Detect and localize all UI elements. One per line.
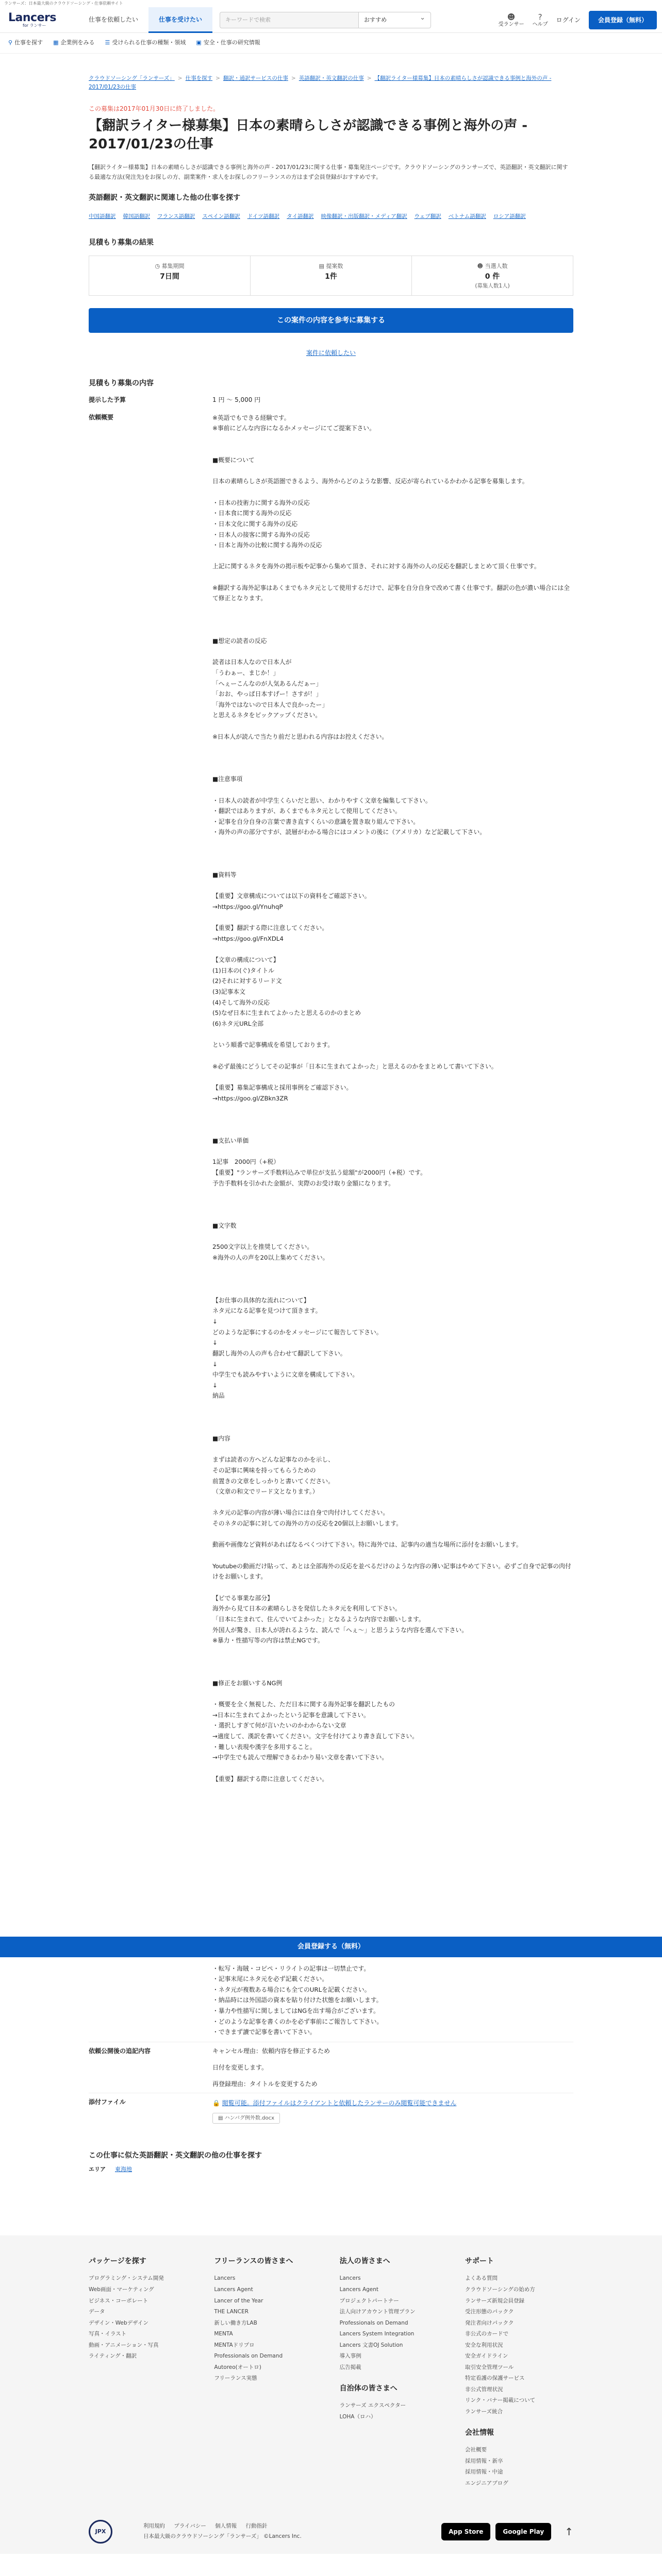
legal-link[interactable]: 利用規約 [143,2523,165,2530]
list-icon: ☰ [105,39,110,46]
lead-text: 【翻訳ライター様募集】日本の素晴らしさが認識できる事例と海外の声 - 2017/01/23に関する仕事・募集発注ページです。クラウドソーシングのランサーズで、英語翻訳・英文翻訳に関する最適な方法(発注先)をお探しの方、副業案件・求人をお探しのフリーランスの方はまず会員登録がおすすめです。 [89,164,568,181]
header-right [499,11,657,29]
related-heading: 英語翻訳・英文翻訳に関連した他の仕事を探す [89,193,240,202]
footer-link[interactable]: プロジェクトパートナー [339,2297,399,2304]
related-link[interactable]: 映像翻訳・出版翻訳・メディア翻訳 [321,213,407,219]
stat-value: 0 件 [485,273,500,281]
tab-receive-work[interactable]: 仕事を受けたい [148,7,212,33]
breadcrumb [89,74,573,92]
footer-link[interactable]: MENTAドリプロ [214,2342,255,2348]
stat-proposals [251,256,412,295]
area-link[interactable]: 東海地 [115,2165,132,2173]
footer-link[interactable]: Autoreo(オートロ) [214,2364,261,2370]
site-footer [0,2235,662,2554]
footer-link[interactable]: Lancers [339,2275,361,2282]
footer-link[interactable]: 採用情報・中途 [465,2469,503,2476]
attachment-file-name: ハンバグ例外数.docx [224,2115,275,2121]
table-row [89,2042,573,2093]
table-row [89,409,573,1937]
footer-col-title: サポート [465,2257,494,2266]
footer-col-title: パッケージを探す [89,2257,146,2266]
table-row [89,391,573,409]
overview-text-cont: ・転写・海賊・コピペ・リライトの記事は一切禁止です。 ・記事末尾にネタ元を必ず記載ください。 ・ネタ元が複数ある場合にも全てのURLを記載ください。 ・納品時には外国語の資本を貼り付けた状態をお願いします。 ・暴力や性描写に関しましてはNGを出す場合がございます。 ・どのような記事を書くのかを必ず事前にご報告して下さい。 ・できまず讀で記事を書いて下さい。 [212,1964,383,2036]
overview-box [212,413,573,1933]
budget-value: 1 円 ～ 5,000 円 [212,396,261,403]
breadcrumb-separator: > [367,75,372,81]
site-header [0,7,662,33]
help-label: ヘルプ [532,21,548,27]
apply-reference-button[interactable]: この案件の内容を参考に募集する [89,308,573,333]
detail-table [89,391,573,1937]
footer-link[interactable]: 広告掲載 [339,2364,361,2370]
login-link[interactable]: ログイン [556,16,581,24]
footer-link[interactable]: 動画・アニメーション・写真 [89,2342,159,2348]
search-sort-select[interactable]: おすすめ ⌄ [359,12,431,28]
stat-title: 当選人数 [485,262,508,269]
detail-heading: 見積もり募集の内容 [89,379,154,387]
footer-col-title: フリーランスの皆さまへ [214,2257,293,2266]
footer-link[interactable]: ランサーズ統合 [465,2408,503,2415]
top-note: ランサーズ：日本最大級のクラウドソーシング・仕事依頼サイト [4,1,123,6]
logo-sub: for ランサー [23,23,46,28]
footer-link[interactable]: ランサーズ エクスペクター [339,2402,406,2409]
subnav-company-cases[interactable] [53,39,94,47]
stat-duration [89,256,251,295]
footer-link[interactable]: Lancers Agent [339,2286,379,2293]
footer-bottom [89,2520,573,2544]
related-links [89,213,573,221]
addendum-label: 依頼公開後の追記内容 [89,2047,151,2055]
subnav-company-cases-label: 企業例をみる [60,39,95,46]
breadcrumb-item[interactable]: 仕事を探す [185,75,213,81]
footer-link[interactable]: ビジネス・コーポレート [89,2297,148,2304]
subnav-find-work-label: 仕事を探す [14,39,43,46]
app-store-badge[interactable]: App Store [441,2523,490,2540]
subnav-find-work[interactable] [8,39,43,47]
footer-link[interactable]: 法人向けアカウント管理プラン [339,2309,416,2315]
stat-sub: (募集人数1人) [475,283,510,289]
related-link[interactable]: ドイツ語翻訳 [247,213,280,219]
legal-link[interactable]: 行動指針 [245,2523,268,2530]
lancer-menu-label: 受ランサー [498,21,524,27]
footer-link[interactable]: プログラミング・システム開発 [89,2275,164,2282]
related-link[interactable]: タイ語翻訳 [287,213,314,219]
table-row [89,1959,573,2042]
person-icon: ☻ [507,12,516,22]
lancers-logo[interactable] [8,12,70,28]
footer-link[interactable]: よくある質問 [465,2275,498,2282]
attachment-file[interactable] [212,2113,280,2124]
footer-link[interactable]: Lancers System Integration [339,2331,415,2337]
footer-link[interactable]: 採用情報・新卒 [465,2458,503,2464]
page-title: 【翻訳ライター様募集】日本の素晴らしさが認識できる事例と海外の声 - 2017/01/23の仕事 [89,117,528,152]
footer-link[interactable]: エンジニアブログ [465,2480,508,2486]
footer-link[interactable]: Professionals on Demand [214,2353,283,2360]
addendum-line: キャンセル理由：依頼内容を修正するため [212,2047,330,2055]
related-link[interactable]: ベトナム語翻訳 [448,213,486,219]
footer-link[interactable]: リンク・バナー掲載について [465,2397,536,2404]
stat-value: 7日間 [160,273,179,281]
breadcrumb-item[interactable]: クラウドソーシング「ランサーズ」 [89,75,175,81]
results-stats [89,256,573,296]
footer-link[interactable]: Lancer of the Year [214,2297,263,2304]
footer-col-title: 法人の皆さまへ [339,2257,390,2266]
detail-table-cont [89,1959,573,2128]
footer-link[interactable]: ライティング・翻訳 [89,2353,137,2360]
area-filter [89,2165,573,2174]
addendum-line: 再登録理由：タイトルを変更するため [212,2080,318,2088]
stat-title: 提案数 [326,262,343,269]
closed-notice: この募集は2017年01月30日に終了しました。 [89,105,220,112]
lancer-menu[interactable] [499,12,524,28]
footer-link[interactable]: ランサーズ新規会員登録 [465,2297,524,2304]
header-search [220,12,431,28]
document-icon: ▤ [319,262,326,269]
footer-link[interactable]: Lancers 文書OJ Solution [339,2342,403,2348]
table-row [89,2093,573,2128]
app-stores [441,2523,573,2540]
search-input[interactable]: キーワードで検索 [220,12,359,28]
breadcrumb-separator: > [291,75,296,81]
footer-link[interactable]: 発注者向けパックク [465,2319,514,2326]
attachment-note[interactable]: 閲覧可能。添付ファイルはクライアントと依頼したランサーのみ閲覧可能できません [222,2099,457,2107]
footer-col-freelancers [214,2256,322,2489]
breadcrumb-separator: > [177,75,183,81]
footer-col-title: 自治体の皆さまへ [339,2384,398,2393]
logo-text: Lancers [8,11,56,24]
breadcrumb-item-current[interactable]: 【翻訳ライター様募集】日本の素晴らしさが認識できる事例と海外の声 - 2017/01/23の仕事 [89,75,552,90]
related-link[interactable]: 中国語翻訳 [89,213,116,219]
book-icon: ▣ [196,39,202,46]
footer-link[interactable]: フリーランス実態 [214,2375,257,2382]
subnav-safety-info-label: 安全・仕事の研究情報 [203,39,260,46]
attachment-label: 添付ファイル [89,2098,126,2106]
footer-link[interactable]: 写真・イラスト [89,2331,127,2337]
breadcrumb-item[interactable]: 翻訳・通訳サービスの仕事 [223,75,288,81]
footer-link[interactable]: Professionals on Demand [339,2319,408,2326]
footer-col-business [340,2256,448,2489]
footer-link[interactable]: LOHA（ロハ） [339,2413,376,2420]
stat-title: 募集期間 [161,262,185,269]
stat-value: 1件 [325,273,337,281]
footer-link[interactable]: Web画面・マーケティング [89,2286,154,2293]
footer-link[interactable]: 安全ガイドライン [465,2353,508,2360]
footer-link[interactable]: 取引安全管理ツール [465,2364,514,2370]
stat-winners [412,256,573,295]
help-icon: ? [538,12,542,22]
footer-link[interactable]: デザイン・Webデザイン [89,2319,148,2326]
footer-link[interactable]: 会社概要 [465,2447,487,2453]
footer-link[interactable]: THE LANCER [214,2309,249,2315]
others-heading: この仕事に似た英語翻訳・英文翻訳の他の仕事を探す [89,2151,262,2160]
footer-link[interactable]: Lancers [214,2275,236,2282]
footer-link[interactable]: 特定看護の保護サービス [465,2375,525,2382]
clock-icon: ◷ [155,262,162,269]
breadcrumb-separator: > [216,75,220,81]
footer-link[interactable]: 安全な利用状況 [465,2342,503,2348]
legal-link[interactable]: プライバシー [174,2523,206,2530]
footer-legal [143,2521,302,2542]
subnav-work-types-label: 受けられる仕事の種類・領域 [112,39,186,46]
footer-col-support [465,2256,573,2489]
footer-link[interactable]: Lancers Agent [214,2286,253,2293]
footer-columns [89,2256,573,2489]
copyright: 日本最大級のクラウドソーシング「ランサーズ」 ©Lancers Inc. [143,2533,302,2540]
footer-link[interactable]: 非公式のカードで [465,2331,508,2337]
related-link[interactable]: フランス語翻訳 [157,213,195,219]
subnav-safety-info[interactable] [196,39,260,47]
search-icon: ⚲ [8,39,13,46]
legal-link[interactable]: 個人情報 [215,2523,237,2530]
jpx-seal: JPX [89,2520,112,2544]
subnav-work-types[interactable] [105,39,186,47]
area-label: エリア [89,2165,106,2173]
google-play-badge[interactable]: Google Play [495,2523,551,2540]
footer-link[interactable]: 新しい働き方LAB [214,2319,257,2326]
footer-link[interactable]: MENTA [214,2331,233,2337]
back-to-top-icon[interactable]: ↑ [565,2526,573,2538]
budget-label: 提示した予算 [89,396,126,403]
building-icon: ▦ [53,39,59,46]
related-link[interactable]: スペイン語翻訳 [202,213,240,219]
people-icon: ☻ [477,262,485,269]
help-menu[interactable] [533,12,548,28]
tab-order-work[interactable]: 仕事を依頼したい [89,15,139,23]
footer-link[interactable]: データ [89,2309,105,2315]
footer-col-packages [89,2256,197,2489]
related-link[interactable]: 韓国語翻訳 [123,213,150,219]
results-heading: 見積もり募集の結果 [89,238,154,247]
main-content [89,74,573,2174]
related-link[interactable]: ロシア語翻訳 [493,213,526,219]
request-work-link[interactable]: 案件に依頼したい [306,349,356,357]
footer-link[interactable]: 導入事例 [339,2353,361,2360]
breadcrumb-item[interactable]: 英語翻訳・英文翻訳の仕事 [299,75,364,81]
file-icon: ▤ [218,2115,225,2121]
lock-icon: 🔒 [212,2099,222,2107]
footer-link[interactable]: 非公式管理状況 [465,2386,503,2393]
footer-link[interactable]: 受注形態のパックク [465,2309,514,2315]
overview-label: 依頼概要 [89,413,114,421]
addendum-line: 日付を変更します。 [212,2063,268,2071]
footer-link[interactable]: クラウドソーシングの始め方 [465,2286,535,2293]
signup-button[interactable]: 会員登録（無料） [589,11,657,29]
header-tabs [78,7,212,33]
signup-sticky-bar[interactable]: 会員登録する（無料） [0,1937,662,1957]
overview-text: ※英語でもできる経験です。 ※事前にどんな内容になるかメッセージにてご提案下さい。 ■概要について 日本の素晴らしさが英語圏できるよう、海外からどのような影響、反応が寄られているかわかる記事を募集します。 ・日本の技術力に関する海外の反応 ・日本食に関する海外の反応 ・日本文化に関する海外の反応 ・日本人の接客に関する海外の反応 ・日本と海外の比較に関する海外の反応 上記に関するネタを海外の掲示板や記事から集めて頂き、それに対する海外の人の反応を翻訳しまとめて頂く仕事です。 ※翻訳する海外記事はあくまでもネタ元として使用するだけで、記事を自分自身で改めて書く仕事です。翻訳の色が濃い場合には全て修正となります。 ■想定の読者の反応 読者は日本人なので日本人が 「うわぁー、まじか！」 「へぇーこんなのが人気あるんだぁー」 「おお、やっぱ日本すげー！さすが！」 「海外ではないので日本人で良かったー」 と思えるネタをピックアップください。 ※日本人が読んで当たり前だと思われる内容はお控えください。 ■注意事項 ・日本人の読者が中学生くらいだと思い、わかりやすく文章を編集して下さい。 ・翻訳ではありますが、あくまでもネタ元として使用してください。 ・記事を自分自身の言葉で書き直すくらいの意識を置き取り組んで下さい。 ・海外の声の部分ですが、読層がわかる場合にはコメントの後に（アメリカ）など記載して下さい。 ■資料等 【重要】文章構成については以下の資料をご確認下さい。 →https://goo.gl/YnuhqP 【重要】翻訳する際に注意してください。 →https://goo.gl/FnXDL4 【文章の構成について】 (1)日本の(ぐ)タイトル (2)それに対するリード文 (3)記事本文 (4)そして海外の反応 (5)なぜ日本に生まれてよかったと思えるのかのまとめ (6)ネタ元URL全部 という順番で記事構成を希望しております。 ※必ず最後にどうしてその記事が「日本に生まれてよかった」と思えるのかをまとめして書いて下さい。 【重要】募集記事構成と採用事例をご確認下さい。 →https://goo.gl/ZBkn3ZR ■支払い単価 1記事 2000円（+税） 【重要】"ランサーズ手数料込みで単位が支払う総額"が2000円（+税）です。 予告手数料を引かれた金額が、実際のお受け取り金額になります。 ■文字数 2500文字以上を推奨してください。 ※海外の人の声を20以上集めてください。 【お仕事の具体的な流れについて】 ネタ元になる記事を見つけて頂きます。 ↓ どのような記事にするのかをメッセージにて報告して下さい。 ↓ 翻訳し海外の人の声も合わせて翻訳して下さい。 ↓ 中学生でも読みやすいように文章を構成して下さい。 ↓ 納品 ■内容 まずは読者の方へどんな記事なのかを示し、 その記事に興味を持ってもらうための 前置きの文章をしっかりと書いてください。 （文章の和文でリード文となります。） ネタ元の記事の内容が薄い場合には自身で肉付けしてください。 そのネタの記事に対しての海外の方の反応を20個以上お願いします。 動画や画像など資料があればなるべくつけて下さい。特に海外では、記事内の適当な場所に添付をお願いします。 Youtubeの動画だけ貼って、あとは全部海外の反応を並べるだけのような内容の薄い記事はやめて下さい。必ずご自身で記事の肉付けをお願いします。 【ビでる事業な部分】 海外から見て日本の素晴らしさを発信したネタ元を利用して下さい。 「日本に生まれて、住んでいてよかった」となるような内容でお願いします。 外国人が驚き、日本人が誇れるような、読んで「へぇ～」と思うような内容を選んで下さい。 ※暴力・性描写等の内容は禁止NGです。 ■修正をお願いするNG例 ・概要を全く無視した、ただ日本に関する海外記事を翻訳したもの →日本に生まれてよかったという記事を意識して下さい。 ・選択しすぎて何が言いたいのかわからない文章 →適度して、漢訳を書いてください。文字を付けてより書き直して下さい。 ・難しい表現や漢字を多用すること。 →中学生でも読んで理解できるわかり易い文章を書いて下さい。 【重要】翻訳する際に注意してください。 [212,414,571,1783]
sub-navigation [0,33,662,54]
related-link[interactable]: ウェブ翻訳 [414,213,441,219]
footer-col-title: 会社情報 [465,2429,494,2437]
